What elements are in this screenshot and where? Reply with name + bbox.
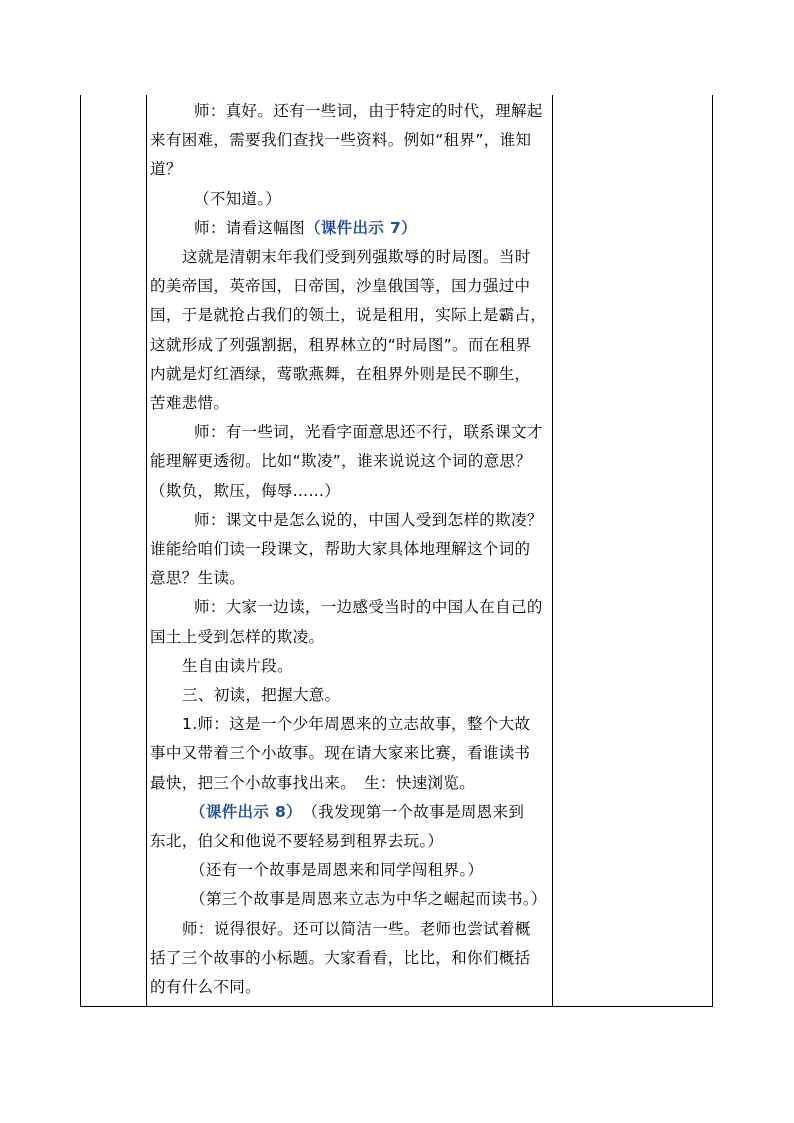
text-line bbox=[150, 126, 531, 154]
line-text: 意思？生读。 bbox=[150, 569, 246, 588]
line-text: 师：请看这幅图 bbox=[194, 218, 305, 237]
line-text: 道？ bbox=[150, 160, 182, 179]
line-text: 内就是灯红酒绿，莺歌燕舞，在租界外则是民不聊生， bbox=[150, 364, 531, 383]
line-text: 师：真好。还有一些词，由于特定的时代，理解起 bbox=[194, 102, 543, 120]
line-text: 国，于是就抢占我们的领土，说是租用，实际上是霸占， bbox=[150, 306, 547, 325]
table-column-divider bbox=[552, 95, 553, 1007]
line-text: 生自由读片段。 bbox=[182, 656, 293, 675]
line-text: 师：有一些词，光看字面意思还不行，联系课文才 bbox=[194, 423, 543, 442]
line-text: 苦难悲惜。 bbox=[150, 394, 230, 412]
line-text: 国土上受到怎样的欺凌。 bbox=[150, 627, 325, 646]
text-line bbox=[150, 856, 483, 884]
text-line bbox=[150, 418, 543, 446]
line-text: 谁能给咱们读一段课文，帮助大家具体地理解这个词的 bbox=[150, 540, 531, 558]
line-text: 东北，伯父和他说不要轻易到租界去玩。） bbox=[150, 832, 444, 850]
courseware-highlight: （课件出示 8） bbox=[190, 802, 295, 821]
text-line bbox=[150, 769, 475, 797]
text-line bbox=[150, 155, 182, 183]
text-line bbox=[150, 535, 530, 563]
text-line bbox=[150, 389, 229, 417]
line-text: 事中又带着三个小故事。现在请大家来比赛，看谁读书 bbox=[150, 744, 531, 763]
line-text: 这就是清朝末年我们受到列强欺辱的时局图。当时 bbox=[182, 248, 531, 266]
text-line bbox=[150, 447, 531, 475]
line-text: （我发现第一个故事是周恩来到 bbox=[294, 802, 525, 821]
text-line bbox=[150, 681, 341, 709]
line-text: （第三个故事是周恩来立志为中华之崛起而读书。） bbox=[190, 890, 547, 909]
text-line bbox=[150, 477, 340, 505]
line-text: （欺负，欺压，侮辱……） bbox=[150, 481, 341, 500]
courseware-highlight: （课件出示 7） bbox=[304, 218, 417, 237]
text-line bbox=[150, 623, 324, 651]
text-line bbox=[150, 915, 531, 943]
line-text: 1.师：这是一个少年周恩来的立志故事，整个大故 bbox=[182, 715, 531, 734]
text-line bbox=[150, 331, 531, 359]
lesson-content-cell bbox=[150, 97, 550, 1005]
text-line bbox=[150, 564, 245, 592]
line-text: 最快，把三个小故事找出来。 生：快速浏览。 bbox=[150, 773, 476, 792]
line-text: 师：课文中是怎么说的，中国人受到怎样的欺凌？ bbox=[194, 510, 543, 529]
text-line bbox=[150, 214, 417, 242]
text-line bbox=[150, 652, 293, 680]
line-text: 的有什么不同。 bbox=[150, 978, 261, 996]
text-line bbox=[150, 710, 530, 738]
line-text: （不知道。） bbox=[194, 189, 282, 208]
line-text: 能理解更透彻。比如“欺凌”，谁来说说这个词的意思？ bbox=[150, 452, 532, 471]
text-line bbox=[150, 944, 530, 972]
text-line bbox=[150, 827, 443, 855]
line-text: 括了三个故事的小标题。大家看看，比比，和你们概括 bbox=[150, 948, 531, 967]
text-line bbox=[150, 185, 281, 213]
line-text: 师：说得很好。还可以简洁一些。老师也尝试着概 bbox=[182, 919, 531, 938]
line-text: 师：大家一边读，一边感受当时的中国人在自己的 bbox=[194, 598, 543, 617]
text-line bbox=[150, 739, 530, 767]
text-line bbox=[150, 301, 546, 329]
line-text: 三、初读，把握大意。 bbox=[182, 686, 341, 704]
text-line bbox=[150, 973, 261, 1001]
line-text: 这就形成了列强割据，租界林立的“时局图”。而在租界 bbox=[150, 335, 532, 354]
text-line bbox=[150, 885, 547, 913]
text-line bbox=[150, 506, 543, 534]
text-line bbox=[150, 243, 531, 271]
text-line bbox=[150, 360, 530, 388]
line-text: （还有一个故事是周恩来和同学闯租界。） bbox=[190, 861, 484, 880]
line-text: 来有困难，需要我们查找一些资料。例如“租界”，谁知 bbox=[150, 131, 532, 150]
line-text: 的美帝国，英帝国，日帝国，沙皇俄国等，国力强过中 bbox=[150, 277, 531, 296]
text-line bbox=[150, 798, 524, 826]
table-column-divider bbox=[146, 95, 147, 1007]
text-line bbox=[150, 272, 530, 300]
text-line bbox=[150, 97, 543, 125]
text-line bbox=[150, 593, 543, 621]
